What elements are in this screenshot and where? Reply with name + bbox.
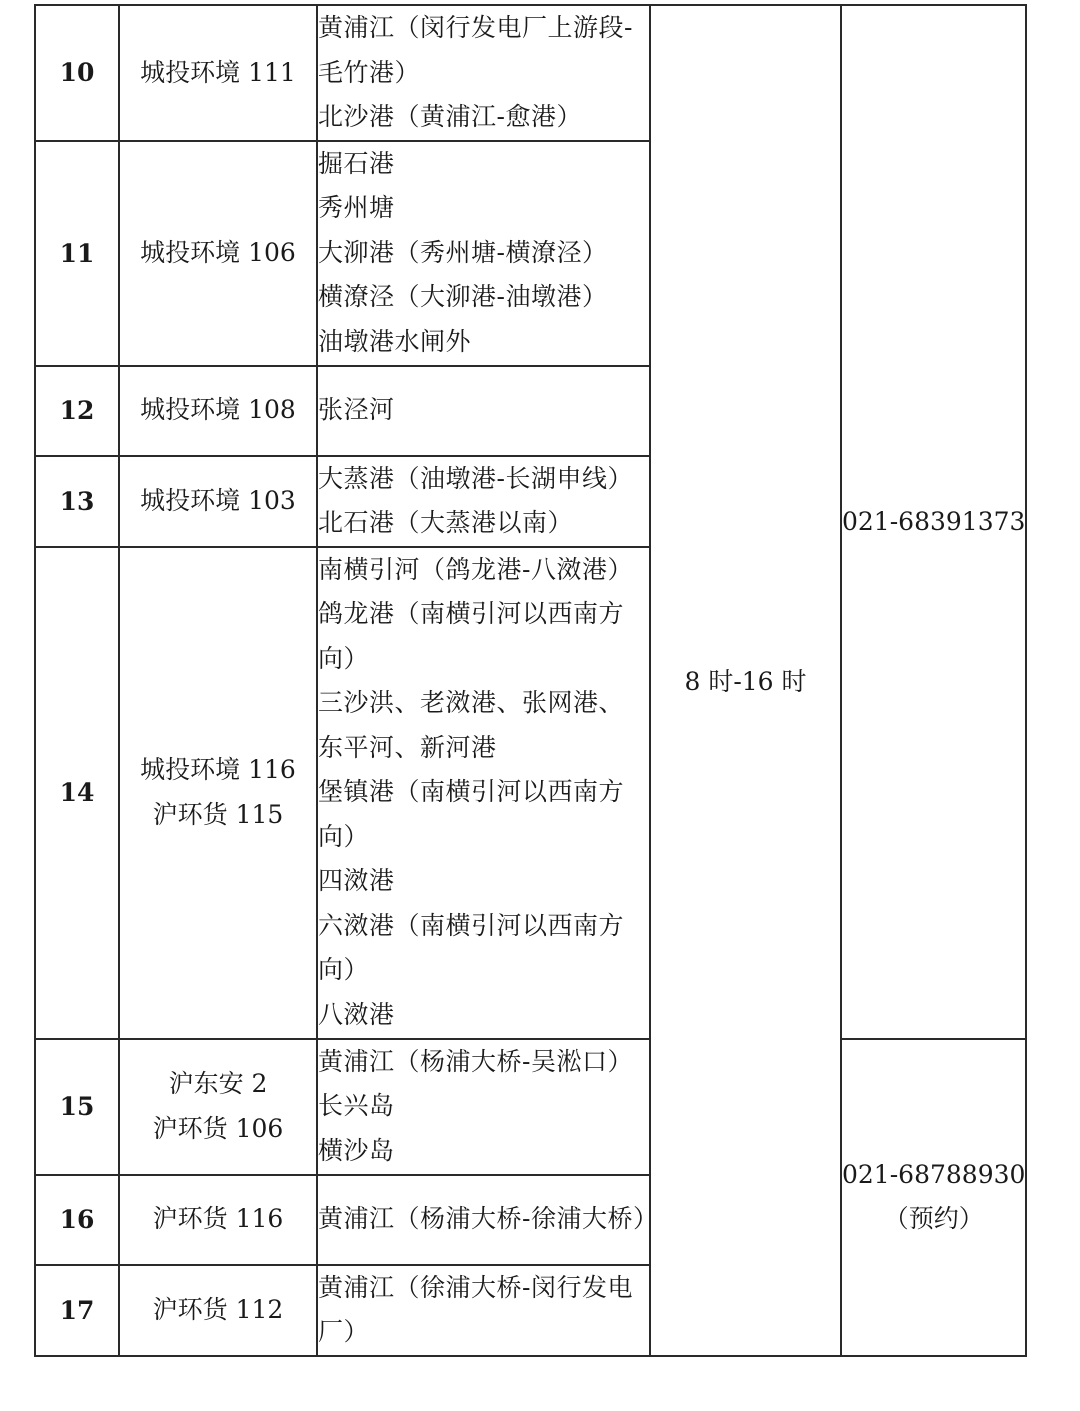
route-item: 油墩港水闸外 xyxy=(318,326,472,356)
vessel-name: 城投环境 116 xyxy=(140,755,296,784)
route-item: 横潦泾（大泖港-油墩港） xyxy=(318,282,608,312)
vessel-name: 城投环境 106 xyxy=(140,237,296,267)
route-item: 掘石港 xyxy=(318,148,395,178)
service-schedule-table xyxy=(34,4,1027,1357)
route-item: 北石港（大蒸港以南） xyxy=(318,508,574,537)
route-item: 黄浦江（杨浦大桥-吴淞口） xyxy=(318,1046,633,1076)
vessel-name: 城投环境 111 xyxy=(140,57,296,87)
route-cell xyxy=(317,456,650,547)
route-item: 北沙港（黄浦江-愈港） xyxy=(318,102,582,131)
route-item: 南横引河（鸽龙港-八滧港） xyxy=(318,554,633,584)
route-cell xyxy=(317,5,650,141)
row-number: 14 xyxy=(35,547,119,1039)
route-item: 八滧港 xyxy=(318,999,395,1029)
vessel-name: 沪环货 112 xyxy=(152,1294,284,1324)
vessel-cell xyxy=(119,5,317,141)
row-number: 10 xyxy=(35,5,119,141)
route-item: 大泖港（秀州塘-横潦泾） xyxy=(318,237,608,267)
route-item: 横沙岛 xyxy=(318,1135,395,1165)
vessel-name: 沪环货 116 xyxy=(152,1204,284,1234)
row-number: 17 xyxy=(35,1265,119,1356)
route-item: 黄浦江（徐浦大桥-闵行发电厂） xyxy=(318,1272,633,1346)
route-item: 四滧港 xyxy=(318,866,395,896)
row-number: 16 xyxy=(35,1175,119,1265)
phone-number: 021-68391373 xyxy=(842,506,1026,536)
row-number: 11 xyxy=(35,141,119,366)
phone-number: 021-68788930 xyxy=(842,1160,1026,1189)
vessel-cell xyxy=(119,1265,317,1356)
vessel-name: 城投环境 108 xyxy=(140,395,296,425)
route-item: 长兴岛 xyxy=(318,1091,395,1121)
row-number: 13 xyxy=(35,456,119,547)
service-time-cell: 8 时-16 时 xyxy=(650,5,841,1356)
vessel-cell xyxy=(119,1039,317,1175)
route-cell xyxy=(317,1265,650,1356)
vessel-cell xyxy=(119,1175,317,1265)
route-item: 张泾河 xyxy=(318,395,395,425)
route-item: 六滧港（南横引河以西南方向） xyxy=(318,910,625,985)
table-row xyxy=(35,1039,1026,1175)
row-number: 15 xyxy=(35,1039,119,1175)
route-item: 黄浦江（杨浦大桥-徐浦大桥） xyxy=(318,1204,659,1234)
vessel-cell xyxy=(119,366,317,456)
route-item: 鸽龙港（南横引河以西南方向） xyxy=(318,599,625,673)
route-cell xyxy=(317,1039,650,1175)
route-cell xyxy=(317,1175,659,1265)
phone-cell xyxy=(841,1039,1026,1356)
vessel-name: 城投环境 103 xyxy=(140,485,296,515)
route-item: 大蒸港（油墩港-长湖申线） xyxy=(318,463,633,493)
route-item: 三沙洪、老滧港、张网港、东平河、新河港 xyxy=(318,688,625,762)
row-number: 12 xyxy=(35,366,119,456)
vessel-name: 沪环货 115 xyxy=(152,799,284,829)
route-cell xyxy=(317,547,650,1039)
route-item: 秀州塘 xyxy=(318,193,395,223)
vessel-cell xyxy=(119,547,317,1039)
route-item: 堡镇港（南横引河以西南方向） xyxy=(318,777,625,851)
vessel-name: 沪东安 2 xyxy=(168,1069,268,1098)
route-cell xyxy=(317,366,650,456)
vessel-cell xyxy=(119,141,317,366)
vessel-name: 沪环货 106 xyxy=(152,1113,284,1143)
table-row xyxy=(35,5,1026,141)
vessel-cell xyxy=(119,456,317,547)
route-cell xyxy=(317,141,650,366)
route-item: 黄浦江（闵行发电厂上游段-毛竹港） xyxy=(318,13,633,87)
phone-cell xyxy=(841,5,1026,1039)
phone-note: （预约） xyxy=(883,1204,984,1233)
